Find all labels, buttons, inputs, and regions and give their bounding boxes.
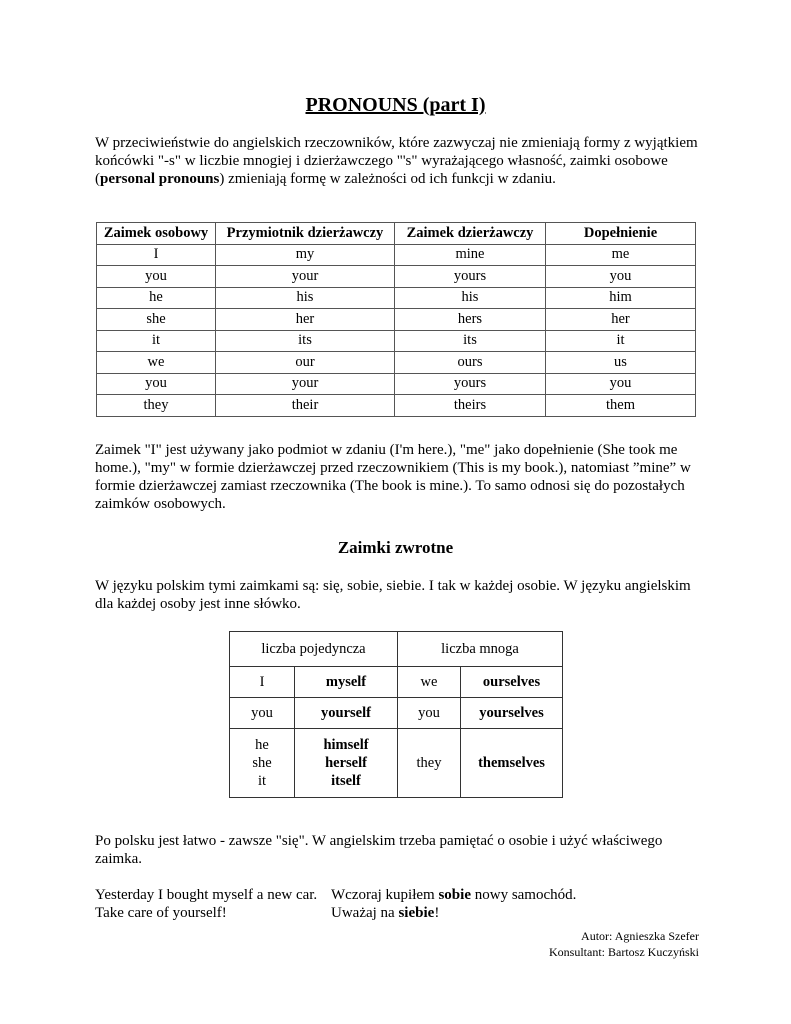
table-row xyxy=(230,667,563,698)
table-cell: its xyxy=(216,330,395,352)
table-cell: she xyxy=(97,309,216,331)
table-cell: it xyxy=(97,330,216,352)
table-cell: ourselves xyxy=(461,667,563,698)
table-cell: they xyxy=(97,395,216,417)
table-cell: yours xyxy=(395,266,546,288)
comparison-paragraph: Po polsku jest łatwo - zawsze "się". W angielskim trzeba pamiętać o osobie i użyć właściwego zaimka. xyxy=(95,833,663,867)
pronoun-he: he xyxy=(255,737,269,753)
pronoun-she: she xyxy=(252,755,272,771)
table-cell: I xyxy=(97,244,216,266)
intro-text-before: W przeciwieństwie do angielskich rzeczowników, które zazwyczaj nie zmieniają formy z wyjątkiem końcówki "-s" w liczbie mnogiej i dzierżawczego "'s" wyrażającego własność, zaimki osobowe ( xyxy=(95,135,698,187)
table-cell: her xyxy=(216,309,395,331)
table-cell: mine xyxy=(395,244,546,266)
table-cell: her xyxy=(546,309,696,331)
section-title-reflexive: Zaimki zwrotne xyxy=(337,538,454,557)
table-row xyxy=(97,373,696,395)
table-row xyxy=(97,352,696,374)
reflexive-herself: herself xyxy=(325,755,367,771)
table-cell: my xyxy=(216,244,395,266)
reflexive-intro-paragraph: W języku polskim tymi zaimkami są: się, sobie, siebie. I tak w każdej osobie. W języku angielskim dla każdej osoby jest inne słówko. xyxy=(95,578,691,612)
table-cell: its xyxy=(395,330,546,352)
table-cell: ours xyxy=(395,352,546,374)
intro-bold-term: personal pronouns xyxy=(100,171,220,187)
table-cell: us xyxy=(546,352,696,374)
example-en-2: Take care of yourself! xyxy=(95,905,227,921)
table-cell: you xyxy=(97,373,216,395)
table-cell: we xyxy=(97,352,216,374)
reflexive-pronouns-table xyxy=(229,631,563,798)
personal-pronouns-table xyxy=(96,222,696,417)
consultant-credit: Konsultant: Bartosz Kuczyński xyxy=(549,945,699,959)
header-plural: liczba mnoga xyxy=(398,632,563,667)
table-cell: themselves xyxy=(461,729,563,798)
table-header-row xyxy=(97,223,696,245)
example-pl-1-bold: sobie xyxy=(438,887,471,903)
example-pl-2-before: Uważaj na xyxy=(331,905,399,921)
table-cell xyxy=(295,729,398,798)
example-en-1: Yesterday I bought myself a new car. xyxy=(95,887,318,903)
header-singular: liczba pojedyncza xyxy=(230,632,398,667)
table-cell: yours xyxy=(395,373,546,395)
example-pl-2-bold: siebie xyxy=(398,905,435,921)
table-cell: you xyxy=(546,373,696,395)
table-cell: yourself xyxy=(295,698,398,729)
usage-paragraph: Zaimek "I" jest używany jako podmiot w zdaniu (I'm here.), "me" jako dopełnienie (She took me home.), "my" w formie dzierżawczej przed rzeczownikiem (This is my book.), natomiast ”mine” w formie dzierżawczej zamiast rzeczownika (The book is mine.). To samo odnosi się do pozostałych zaimków osobowych. xyxy=(95,442,691,512)
table-cell: his xyxy=(216,287,395,309)
table-cell: yourselves xyxy=(461,698,563,729)
author-credit: Autor: Agnieszka Szefer xyxy=(581,929,699,943)
header-personal-pronoun: Zaimek osobowy xyxy=(97,223,216,245)
table-row xyxy=(230,698,563,729)
table-cell: you xyxy=(546,266,696,288)
example-pl-2 xyxy=(331,904,439,922)
table-cell: you xyxy=(97,266,216,288)
table-cell: we xyxy=(398,667,461,698)
table-cell: hers xyxy=(395,309,546,331)
table-cell: you xyxy=(230,698,295,729)
header-possessive-adjective: Przymiotnik dzierżawczy xyxy=(216,223,395,245)
table-cell: I xyxy=(230,667,295,698)
table-cell: me xyxy=(546,244,696,266)
example-pl-1-before: Wczoraj kupiłem xyxy=(331,887,439,903)
table-cell: theirs xyxy=(395,395,546,417)
intro-text-after: ) zmieniają formę w zależności od ich funkcji w zdaniu. xyxy=(219,171,556,187)
table-cell: myself xyxy=(295,667,398,698)
example-pl-1-after: nowy samochód. xyxy=(470,887,577,903)
table-cell: them xyxy=(546,395,696,417)
example-pl-2-after: ! xyxy=(434,905,440,921)
table-cell: your xyxy=(216,373,395,395)
table-cell: their xyxy=(216,395,395,417)
pronoun-it: it xyxy=(257,773,267,789)
table-cell: he xyxy=(97,287,216,309)
reflexive-itself: itself xyxy=(331,773,361,789)
table-row xyxy=(97,330,696,352)
table-row xyxy=(230,729,563,798)
page-title: PRONOUNS (part I) xyxy=(305,94,486,116)
table-row xyxy=(97,309,696,331)
table-row xyxy=(97,266,696,288)
table-row xyxy=(97,395,696,417)
table-cell: your xyxy=(216,266,395,288)
table-row xyxy=(97,244,696,266)
table-cell: him xyxy=(546,287,696,309)
header-object: Dopełnienie xyxy=(546,223,696,245)
table-cell: they xyxy=(398,729,461,798)
intro-paragraph xyxy=(95,134,705,188)
example-pl-1 xyxy=(331,886,576,904)
table-header-row xyxy=(230,632,563,667)
table-cell: you xyxy=(398,698,461,729)
table-cell xyxy=(230,729,295,798)
table-row xyxy=(97,287,696,309)
table-cell: our xyxy=(216,352,395,374)
reflexive-himself: himself xyxy=(323,737,369,753)
table-cell: it xyxy=(546,330,696,352)
header-possessive-pronoun: Zaimek dzierżawczy xyxy=(395,223,546,245)
table-cell: his xyxy=(395,287,546,309)
